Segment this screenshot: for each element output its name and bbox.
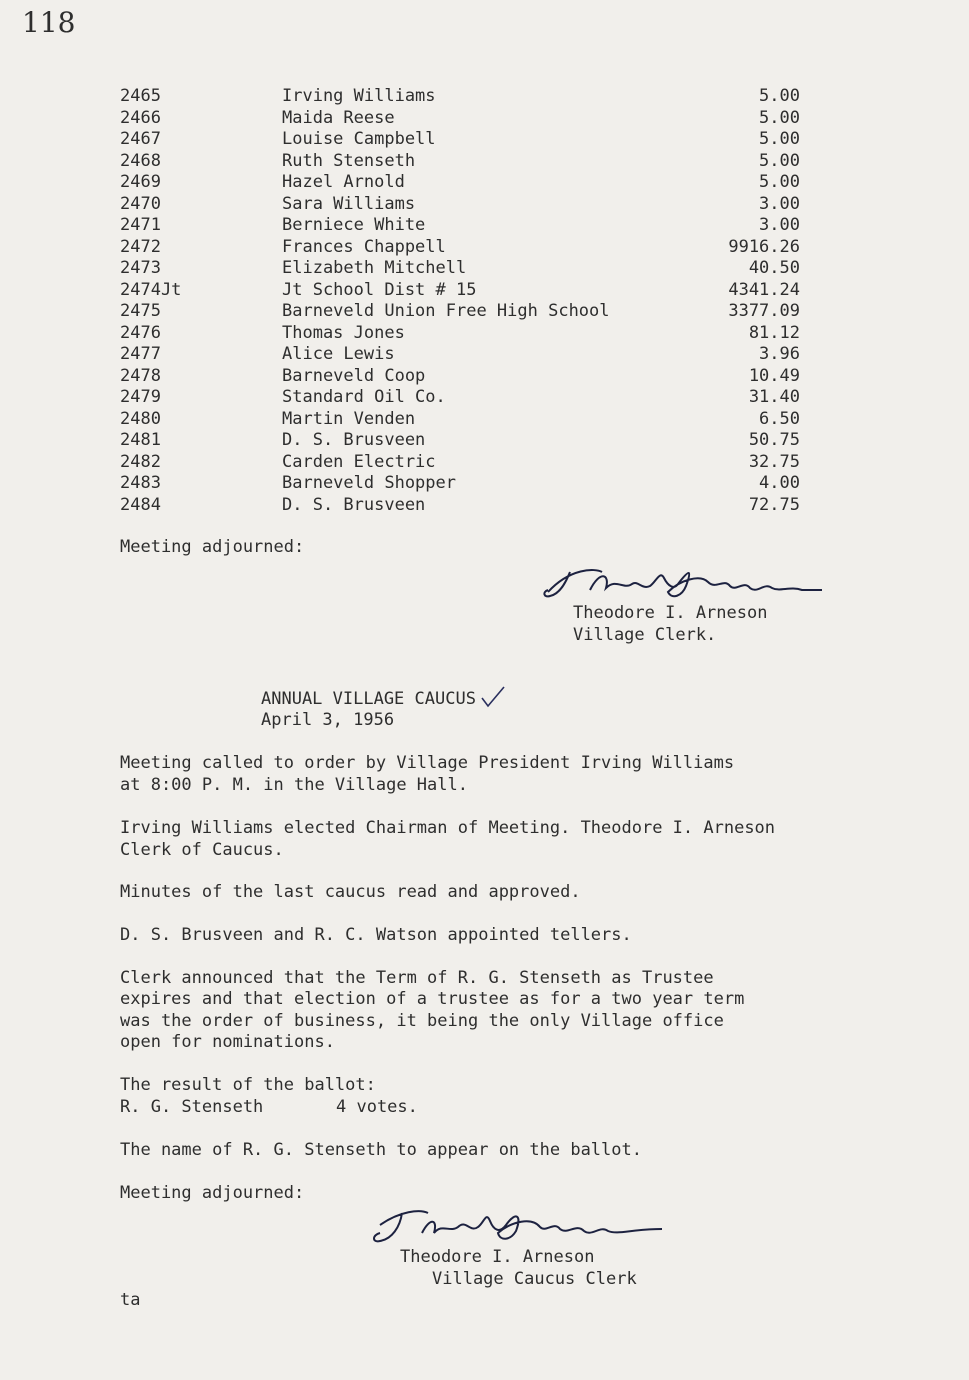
ballot-result-votes: 4 votes. [336, 1097, 418, 1117]
payee-name: Barneveld Union Free High School [282, 301, 610, 321]
ledger-number: 2472 [120, 236, 161, 257]
payment-amount: 5.00 [759, 150, 800, 171]
ledger-number: 2484 [120, 494, 161, 515]
ledger-number: 2467 [120, 129, 161, 149]
caucus-title: ANNUAL VILLAGE CAUCUS [261, 689, 476, 709]
payment-amount: 3.96 [759, 344, 800, 364]
payment-amount: 10.49 [748, 365, 800, 386]
payee-name: Jt School Dist # 15 [282, 279, 477, 300]
caucus-paragraph-4: D. S. Brusveen and R. C. Watson appointed tellers. [120, 925, 632, 945]
payment-amount: 6.50 [759, 408, 800, 429]
ledger-number: 2469 [120, 172, 161, 192]
ledger-number: 2471 [120, 215, 161, 235]
caucus-paragraph-5-line-1: Clerk announced that the Term of R. G. Stenseth as Trustee [120, 968, 714, 988]
caucus-paragraph-7: The name of R. G. Stenseth to appear on the ballot. [120, 1140, 642, 1160]
payee-name: Ruth Stenseth [282, 150, 416, 171]
payee-name: Thomas Jones [282, 322, 405, 343]
caucus-paragraph-5-line-4: open for nominations. [120, 1032, 335, 1052]
payee-name: Hazel Arnold [282, 172, 405, 192]
ledger-number: 2468 [120, 150, 161, 171]
payment-amount: 4341.24 [728, 279, 800, 300]
payee-name: Berniece White [282, 215, 426, 235]
payment-amount: 81.12 [748, 322, 800, 343]
payee-name: Alice Lewis [282, 344, 395, 364]
payment-amount: 4.00 [759, 473, 800, 493]
payment-amount: 3377.09 [728, 301, 800, 321]
ledger-number: 2480 [120, 408, 161, 429]
signature-2-name: Theodore I. Arneson [400, 1247, 595, 1267]
payee-name: D. S. Brusveen [282, 430, 426, 450]
page-number: 118 [22, 6, 76, 39]
caucus-paragraph-2-line-2: Clerk of Caucus. [120, 840, 284, 860]
payee-name: Sara Williams [282, 193, 416, 214]
payee-name: Martin Venden [282, 408, 416, 429]
caucus-paragraph-1-line-2: at 8:00 P. M. in the Village Hall. [120, 775, 468, 795]
ledger-number: 2477 [120, 344, 161, 364]
ledger-number: 2474Jt [120, 279, 182, 300]
payee-name: Standard Oil Co. [282, 387, 446, 407]
ledger-number: 2473 [120, 258, 161, 278]
caucus-paragraph-2-line-1: Irving Williams elected Chairman of Meeting. Theodore I. Arneson [120, 818, 776, 838]
signature-1-name: Theodore I. Arneson [573, 603, 768, 623]
payment-amount: 5.00 [759, 107, 800, 128]
caucus-date: April 3, 1956 [261, 710, 395, 730]
typist-initials: ta [120, 1290, 141, 1310]
ledger-number: 2470 [120, 193, 161, 214]
ballot-result-label: The result of the ballot: [120, 1075, 376, 1095]
payee-name: Barneveld Shopper [282, 473, 456, 493]
caucus-paragraph-5-line-2: expires and that election of a trustee as for a two year term [120, 989, 745, 1009]
ledger-number: 2481 [120, 430, 161, 450]
payment-amount: 3.00 [759, 193, 800, 214]
caucus-paragraph-5-line-3: was the order of business, it being the only Village office [120, 1011, 724, 1031]
payment-amount: 9916.26 [728, 236, 800, 257]
payment-amount: 50.75 [748, 430, 800, 450]
payment-amount: 72.75 [748, 494, 800, 515]
payee-name: Maida Reese [282, 107, 395, 128]
payment-amount: 3.00 [759, 215, 800, 235]
payee-name: Irving Williams [282, 86, 436, 106]
ledger-number: 2475 [120, 301, 161, 321]
payment-amount: 5.00 [759, 172, 800, 192]
payment-amount: 5.00 [759, 86, 800, 106]
ledger-number: 2483 [120, 473, 161, 493]
caucus-paragraph-1-line-1: Meeting called to order by Village President Irving Williams [120, 753, 735, 773]
ledger-number: 2466 [120, 107, 161, 128]
payee-name: Frances Chappell [282, 236, 446, 257]
ledger-number: 2479 [120, 387, 161, 407]
payee-name: Elizabeth Mitchell [282, 258, 467, 278]
payee-name: Louise Campbell [282, 129, 436, 149]
signature-2-title: Village Caucus Clerk [432, 1269, 637, 1289]
checkmark-icon [478, 684, 508, 710]
signature-1-title: Village Clerk. [573, 625, 717, 645]
payment-amount: 32.75 [748, 451, 800, 472]
ledger-number: 2482 [120, 451, 161, 472]
meeting-adjourned-2: Meeting adjourned: [120, 1183, 305, 1203]
payee-name: Barneveld Coop [282, 365, 426, 386]
meeting-adjourned-1: Meeting adjourned: [120, 537, 305, 557]
payee-name: D. S. Brusveen [282, 494, 426, 515]
payment-amount: 5.00 [759, 129, 800, 149]
ledger-number: 2478 [120, 365, 161, 386]
caucus-paragraph-3: Minutes of the last caucus read and approved. [120, 882, 581, 902]
signature-2 [370, 1203, 670, 1249]
payment-amount: 31.40 [748, 387, 800, 407]
ledger-number: 2465 [120, 86, 161, 106]
signature-1 [540, 560, 830, 608]
payment-amount: 40.50 [748, 258, 800, 278]
ledger-number: 2476 [120, 322, 161, 343]
payee-name: Carden Electric [282, 451, 436, 472]
ballot-result-name: R. G. Stenseth [120, 1097, 264, 1117]
